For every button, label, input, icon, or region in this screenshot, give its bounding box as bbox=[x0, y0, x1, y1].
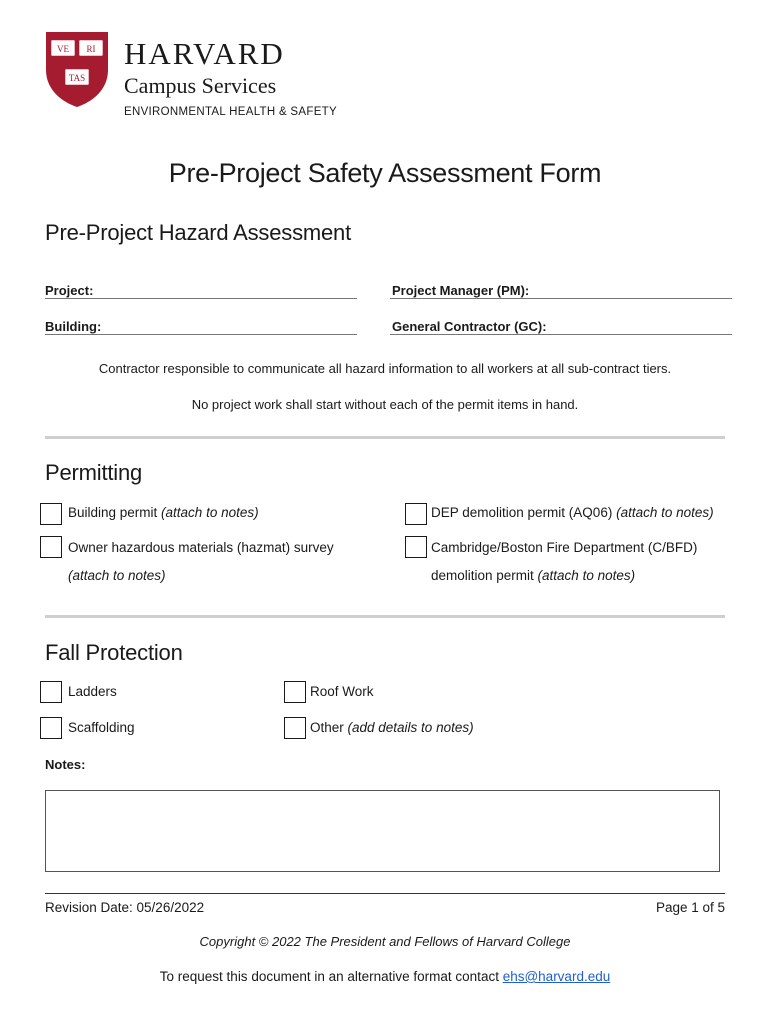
fire-dept-label-line2: demolition permit (attach to notes) bbox=[431, 568, 636, 583]
fire-dept-demolition-permit-checkbox[interactable] bbox=[405, 536, 427, 558]
notes-textarea[interactable] bbox=[45, 790, 720, 872]
brand-harvard: HARVARD bbox=[124, 36, 285, 71]
copyright-notice: Copyright © 2022 The President and Fellows of Harvard College bbox=[199, 934, 571, 949]
revision-date: Revision Date: 05/26/2022 bbox=[45, 900, 205, 915]
building-permit-label: Building permit (attach to notes) bbox=[68, 505, 259, 520]
general-contractor-field[interactable] bbox=[390, 334, 732, 335]
scaffolding-label: Scaffolding bbox=[68, 720, 135, 735]
project-manager-field[interactable] bbox=[390, 298, 732, 299]
hazmat-survey-checkbox[interactable] bbox=[40, 536, 62, 558]
notes-label: Notes: bbox=[45, 757, 86, 772]
hazmat-survey-label: Owner hazardous materials (hazmat) survey bbox=[68, 540, 334, 555]
roof-work-label: Roof Work bbox=[310, 684, 374, 699]
section-divider bbox=[45, 436, 725, 439]
ladders-checkbox[interactable] bbox=[40, 681, 62, 703]
section-divider bbox=[45, 615, 725, 618]
permitting-heading: Permitting bbox=[45, 460, 143, 485]
general-contractor-label: General Contractor (GC): bbox=[392, 319, 547, 334]
brand-ehs: ENVIRONMENTAL HEALTH & SAFETY bbox=[124, 106, 337, 118]
shield-book-ve: VE bbox=[57, 44, 69, 54]
dep-demolition-permit-label: DEP demolition permit (AQ06) (attach to notes) bbox=[431, 505, 714, 520]
contact-email-link[interactable]: ehs@harvard.edu bbox=[502, 969, 611, 984]
notice-permits: No project work shall start without each of the permit items in hand. bbox=[191, 397, 579, 412]
building-field[interactable] bbox=[45, 334, 357, 335]
other-checkbox[interactable] bbox=[284, 717, 306, 739]
project-field[interactable] bbox=[45, 298, 357, 299]
footer-divider bbox=[45, 893, 725, 894]
fall-protection-heading: Fall Protection bbox=[45, 640, 183, 665]
ladders-label: Ladders bbox=[68, 684, 117, 699]
dep-demolition-permit-checkbox[interactable] bbox=[405, 503, 427, 525]
building-label: Building: bbox=[45, 319, 102, 334]
page-number: Page 1 of 5 bbox=[655, 900, 725, 915]
hazmat-survey-note: (attach to notes) bbox=[68, 568, 166, 583]
shield-book-ri: RI bbox=[86, 44, 96, 54]
contact-line bbox=[0, 969, 770, 984]
shield-book-tas: TAS bbox=[68, 73, 86, 83]
project-manager-label: Project Manager (PM): bbox=[392, 283, 530, 298]
building-permit-checkbox[interactable] bbox=[40, 503, 62, 525]
other-label: Other (add details to notes) bbox=[310, 720, 474, 735]
form-title: Pre-Project Safety Assessment Form bbox=[168, 158, 602, 188]
hazard-assessment-heading: Pre-Project Hazard Assessment bbox=[45, 220, 351, 245]
contact-text: To request this document in an alternative format contact bbox=[159, 969, 503, 984]
project-label: Project: bbox=[45, 283, 94, 298]
roof-work-checkbox[interactable] bbox=[284, 681, 306, 703]
harvard-shield-logo bbox=[44, 30, 110, 108]
notice-communicate: Contractor responsible to communicate all hazard information to all workers at all sub-contract tiers. bbox=[98, 361, 672, 376]
fire-dept-label-line1: Cambridge/Boston Fire Department (C/BFD) bbox=[431, 540, 698, 555]
scaffolding-checkbox[interactable] bbox=[40, 717, 62, 739]
brand-campus-services: Campus Services bbox=[124, 73, 277, 98]
